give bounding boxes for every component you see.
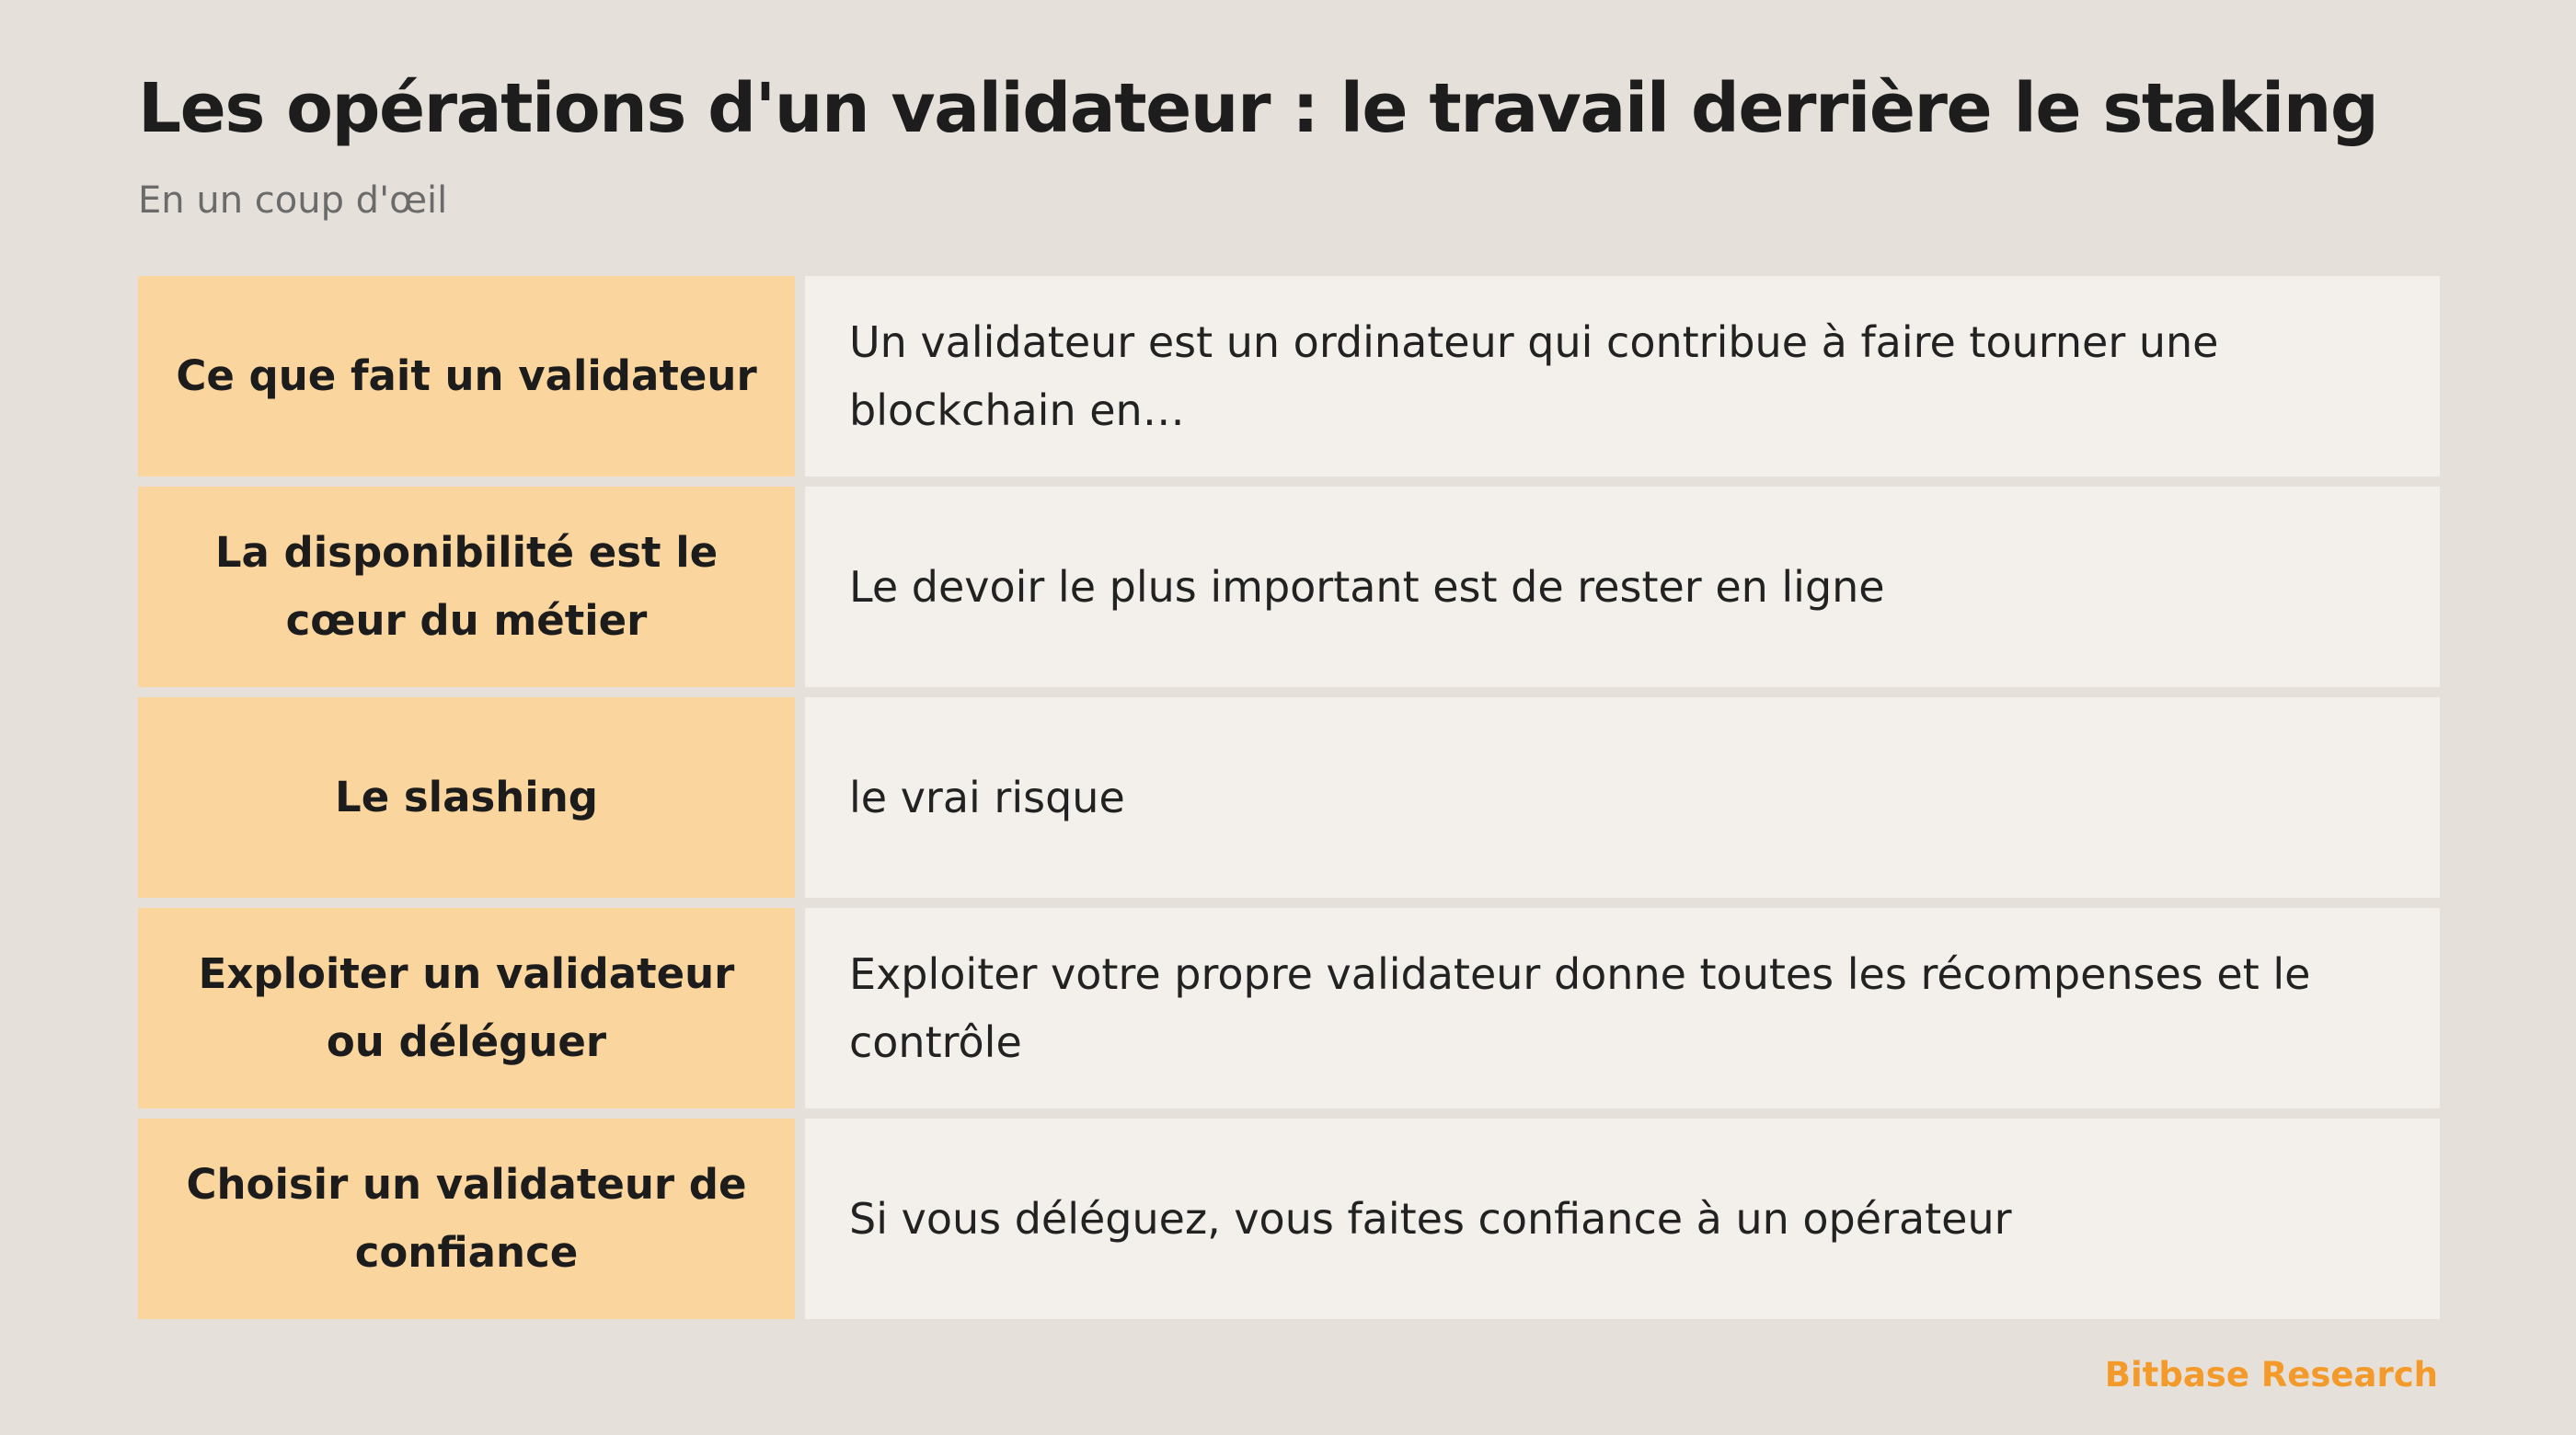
row-description: le vrai risque (805, 697, 2440, 898)
row-description: Le devoir le plus important est de rester en ligne (805, 487, 2440, 687)
row-description: Exploiter votre propre validateur donne toutes les récompenses et le contrôle (805, 908, 2440, 1108)
page-subtitle: En un coup d'œil (138, 179, 448, 222)
row-label: Exploiter un validateur ou déléguer (138, 908, 795, 1108)
row-label: La disponibilité est le cœur du métier (138, 487, 795, 687)
row-description: Un validateur est un ordinateur qui contribue à faire tourner une blockchain en… (805, 276, 2440, 476)
table-row (138, 908, 2440, 1108)
page-title: Les opérations d'un validateur : le travail derrière le staking (138, 69, 2378, 148)
table-row (138, 1119, 2440, 1319)
row-label: Ce que fait un validateur (138, 276, 795, 476)
table-row (138, 487, 2440, 687)
row-label: Le slashing (138, 697, 795, 898)
table-row (138, 276, 2440, 476)
row-label: Choisir un validateur de confiance (138, 1119, 795, 1319)
summary-table (138, 276, 2440, 1319)
brand-footer: Bitbase Research (2104, 1355, 2438, 1395)
row-description: Si vous déléguez, vous faites confiance à un opérateur (805, 1119, 2440, 1319)
table-row (138, 697, 2440, 898)
